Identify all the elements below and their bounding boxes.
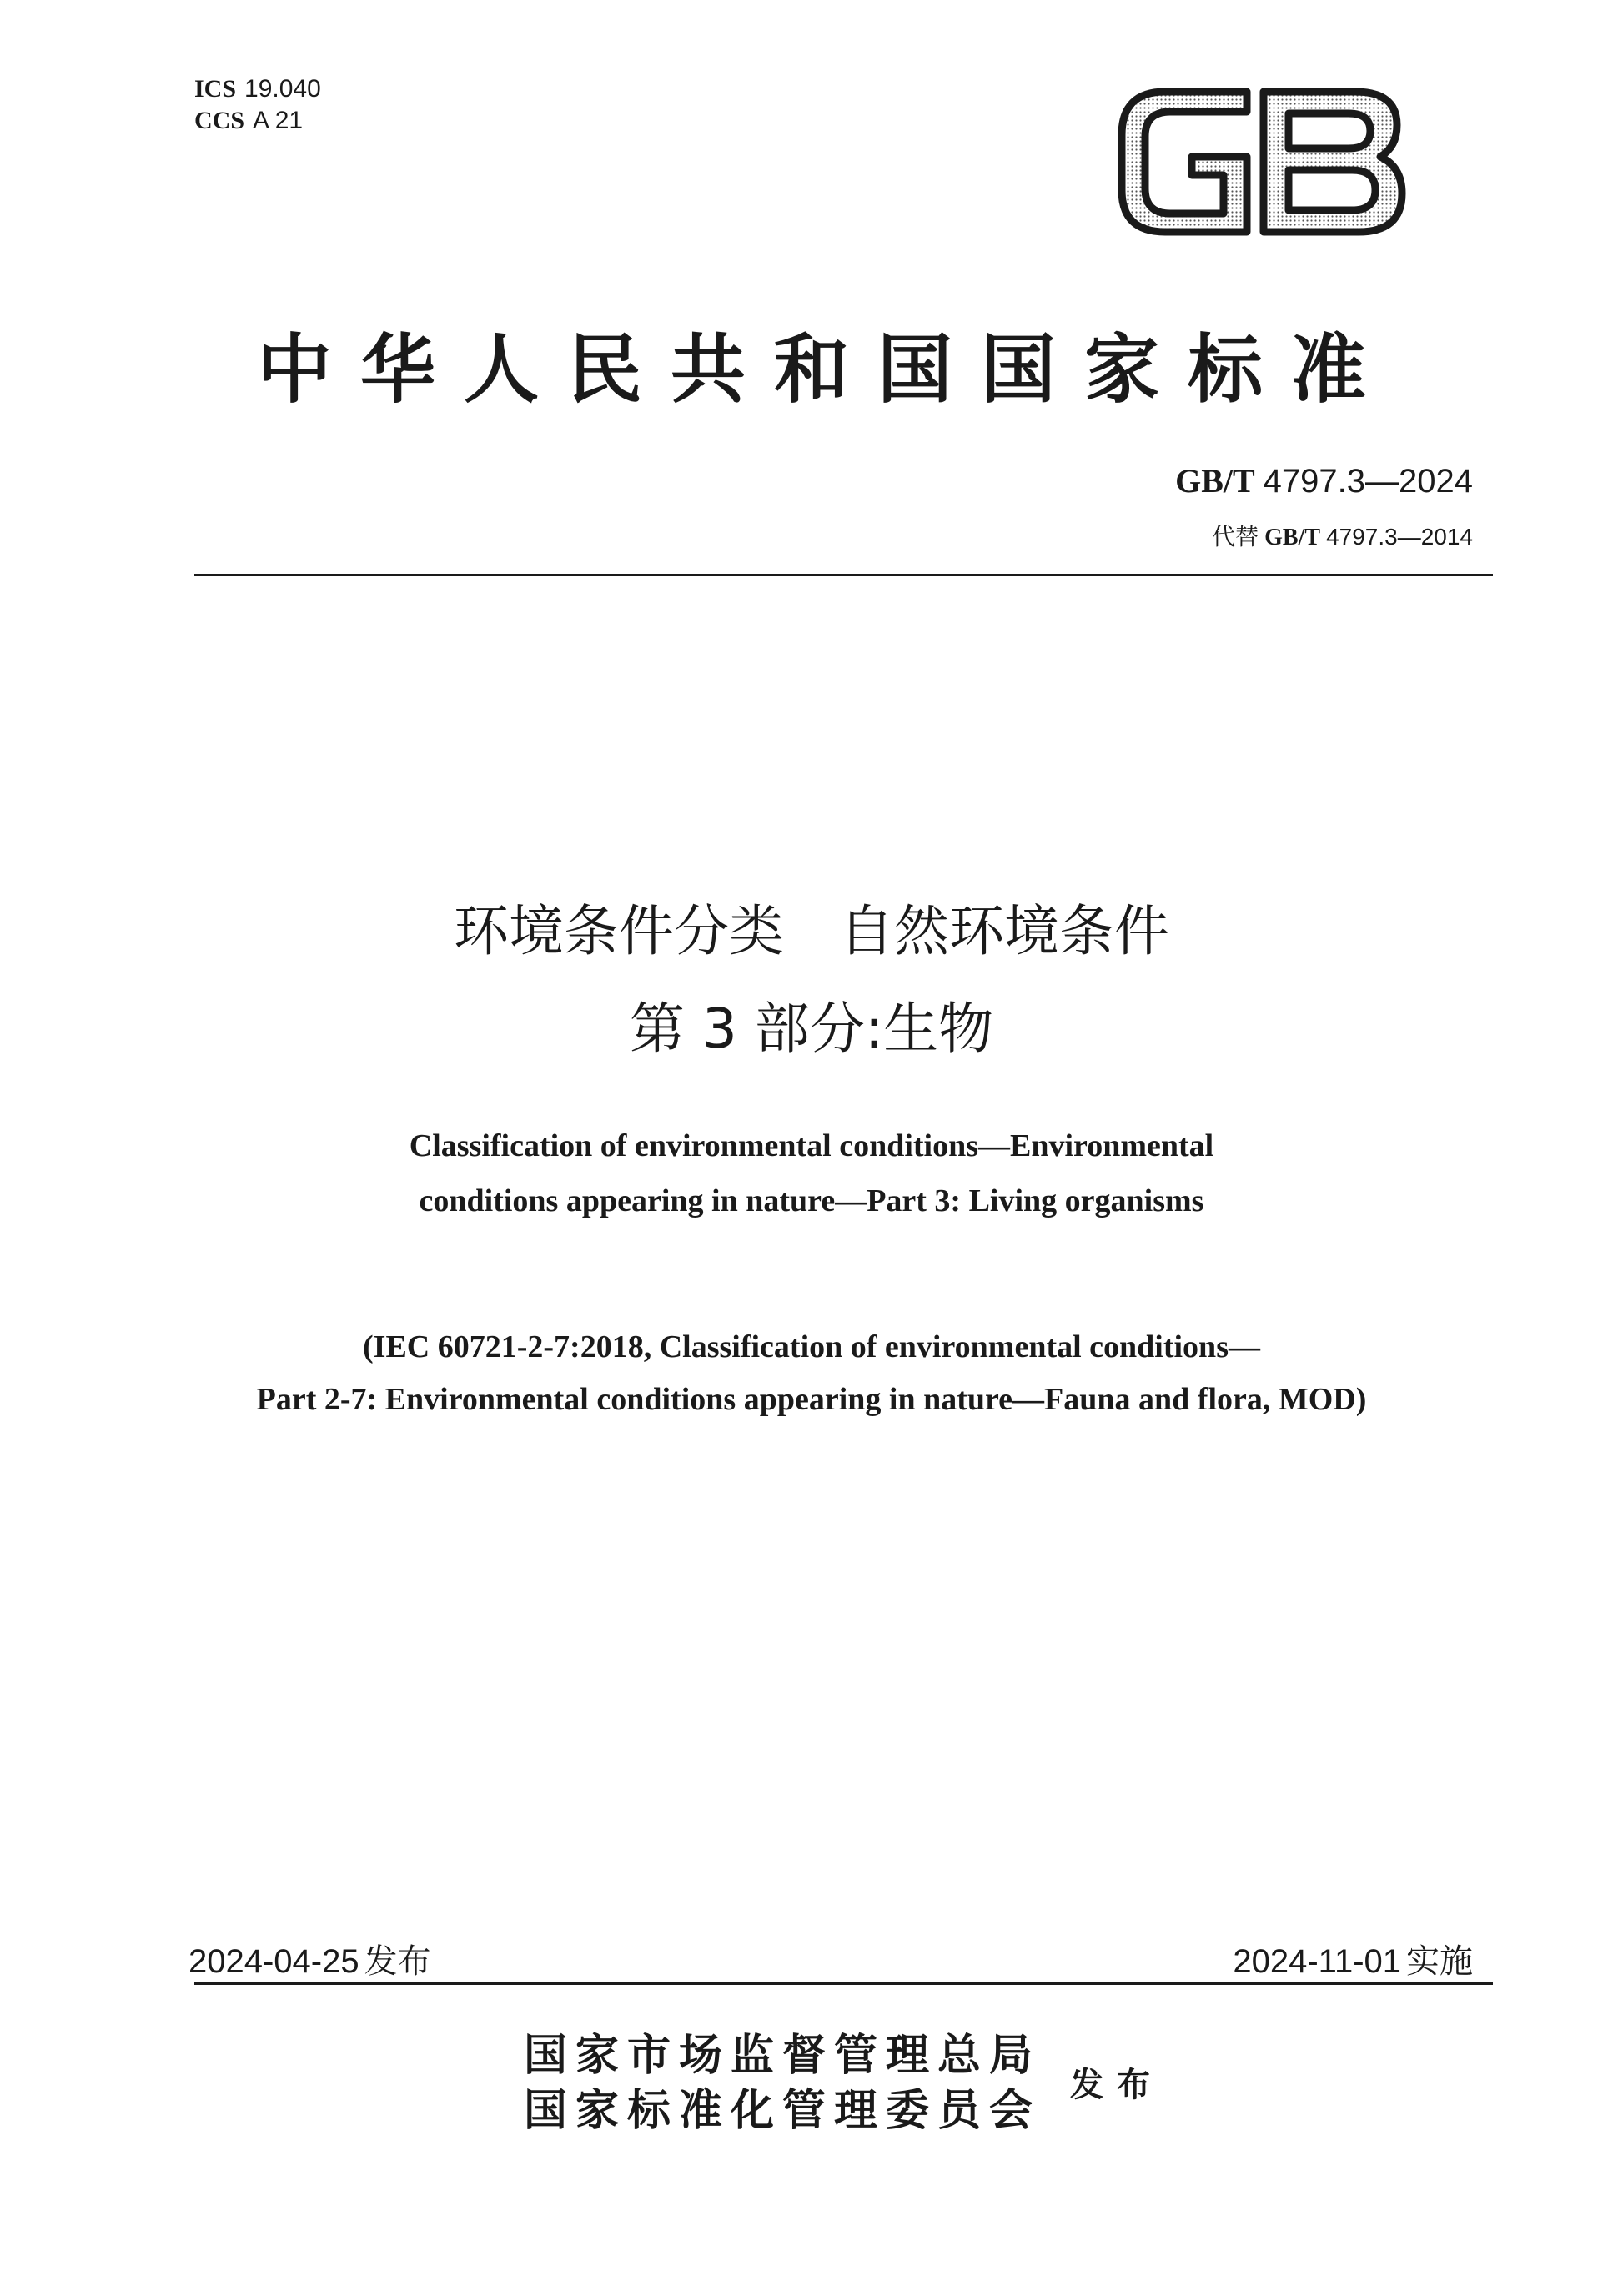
replace-label: 代替 [1212,523,1259,550]
gb-logo-g-shape [1122,92,1247,232]
issuing-authorities [524,2028,1041,2138]
ics-code [194,73,321,105]
iec-reference-line-1: (IEC 60721-2-7:2018, Classification of environmental conditions— [363,1329,1260,1364]
gb-logo [1105,77,1418,248]
issuer-sac: 国家标准化管理委员会 [524,2085,1042,2136]
issue-date-value: 2024-04-25 [188,1943,359,1980]
implementation-date-value: 2024-11-01 [1233,1943,1401,1980]
chinese-title-line-2: 第 3 部分:生物 [629,997,994,1061]
standard-number-value: 4797.3—2024 [1263,463,1473,500]
ccs-code [194,105,321,137]
gb-logo-b-shape [1264,92,1402,232]
replaced-number: 4797.3—2014 [1326,524,1473,550]
ccs-label: CCS [194,107,245,134]
english-title-line-1: Classification of environmental conditions—Environmental [409,1128,1214,1163]
chinese-title-line-1: 环境条件分类 自然环境条件 [454,899,1169,963]
bottom-divider [194,1982,1493,1985]
standard-number [1175,461,1473,500]
issue-date-label: 发布 [364,1942,431,1981]
replaced-prefix: GB/T [1264,525,1321,550]
issue-date [188,1935,431,1982]
english-title-line-2: conditions appearing in nature—Part 3: Living organisms [419,1183,1204,1218]
top-divider [194,574,1493,576]
ics-label: ICS [194,75,237,103]
implementation-date-label: 实施 [1406,1942,1473,1981]
national-standard-title: 中华人民共和国国家标准 [257,326,1394,414]
implementation-date [1233,1935,1473,1982]
ccs-value: A 21 [253,107,304,134]
standard-prefix: GB/T [1175,462,1255,500]
iec-reference-line-2: Part 2-7: Environmental conditions appearing in nature—Fauna and flora, MOD) [256,1382,1367,1417]
issuer-samr: 国家市场监督管理总局 [524,2030,1042,2081]
ics-value: 19.040 [244,75,321,103]
publish-label: 发布 [1070,2065,1163,2104]
replaced-standard [1212,519,1473,552]
classification-codes [194,73,321,137]
